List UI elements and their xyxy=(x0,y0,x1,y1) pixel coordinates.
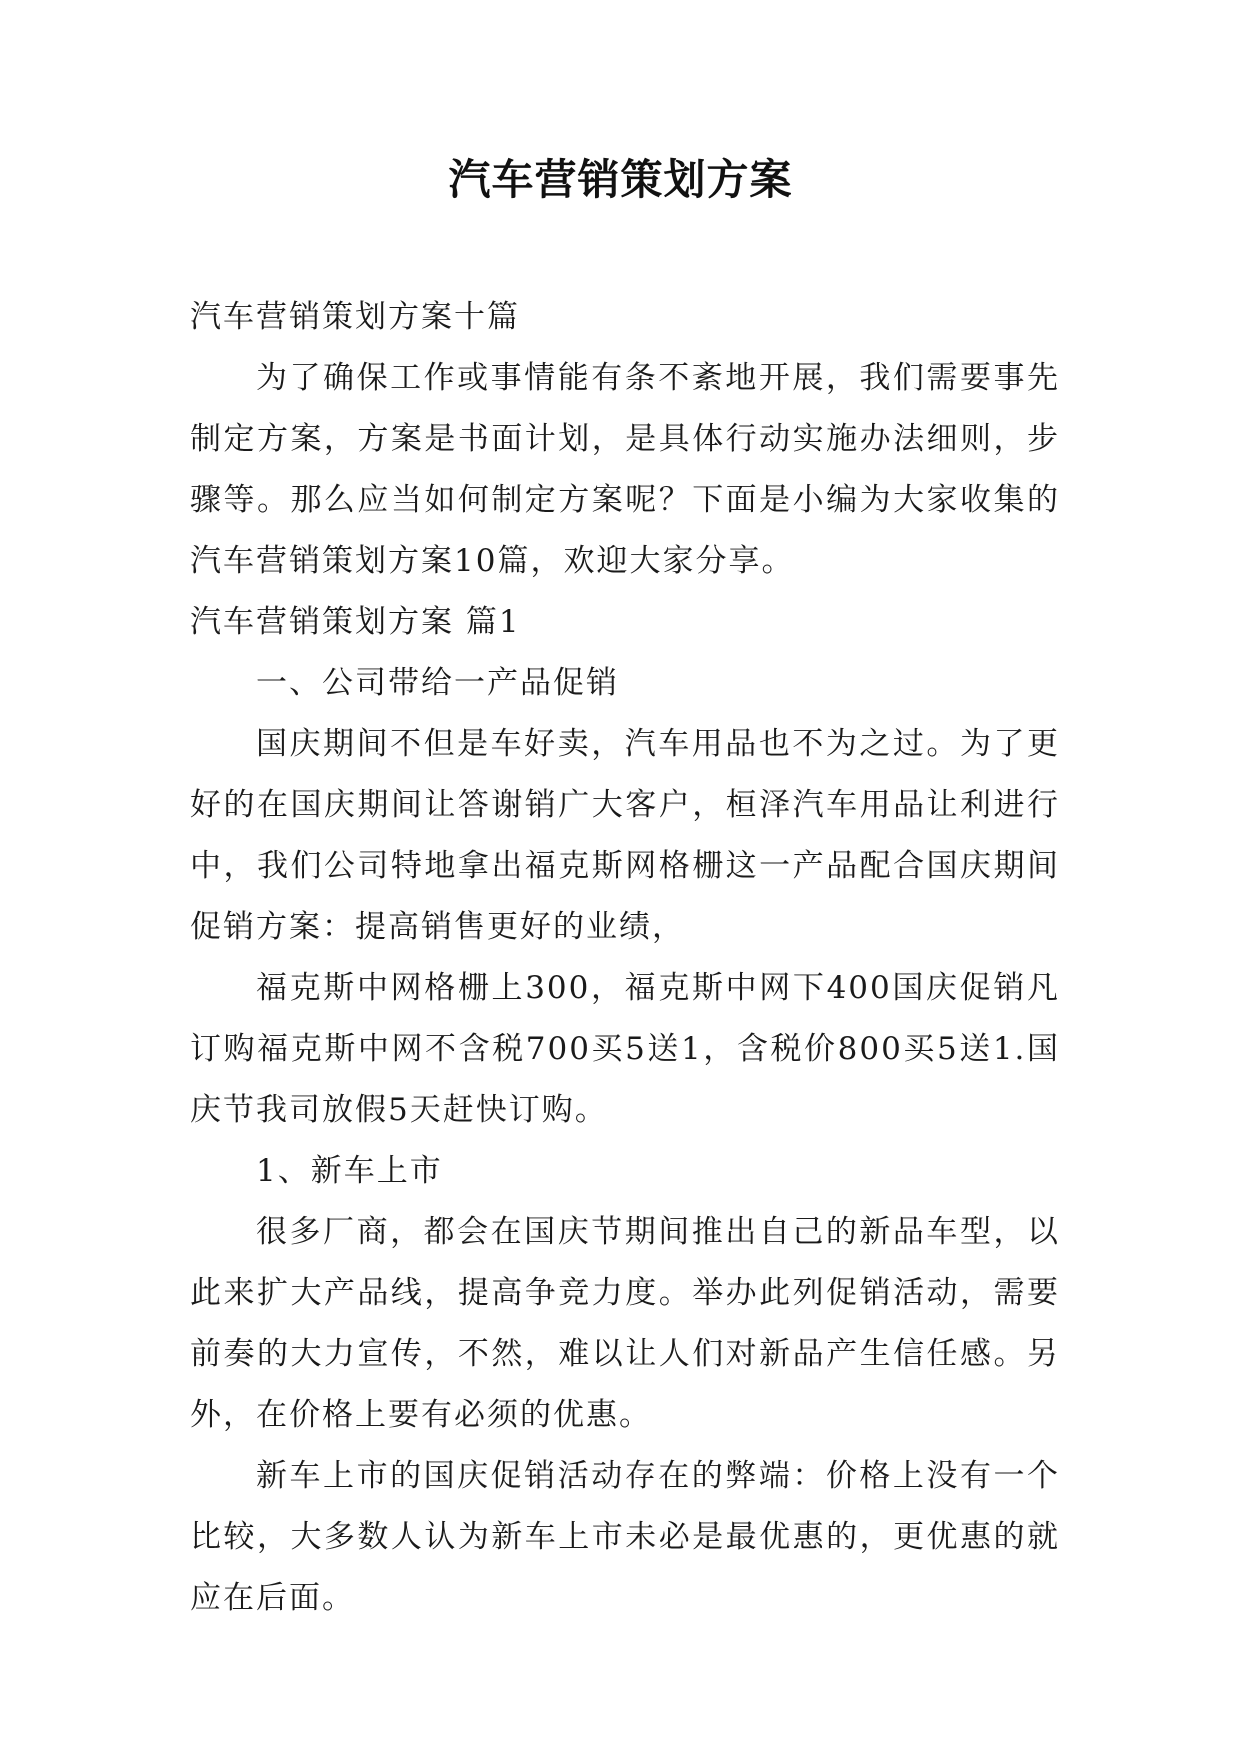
subsection-heading: 一、公司带给一产品促销 xyxy=(256,665,619,701)
body-paragraph: 很多厂商，都会在国庆节期间推出自己的新品车型，以此来扩大产品线，提高争竞力度。举办此列促销活动，需要前奏的大力宣传，不然，难以让人们对新品产生信任感。另外，在价格上要有必须的优惠。 xyxy=(190,1214,1060,1433)
subsection-heading: 1、新车上市 xyxy=(256,1153,443,1189)
body-paragraph: 国庆期间不但是车好卖，汽车用品也不为之过。为了更好的在国庆期间让答谢销广大客户，桓泽汽车用品让利进行中，我们公司特地拿出福克斯网格栅这一产品配合国庆期间促销方案：提高销售更好的业绩， xyxy=(190,726,1060,945)
subtitle-paragraph: 汽车营销策划方案十篇 xyxy=(190,299,520,335)
document-body xyxy=(190,287,1060,1629)
intro-paragraph: 为了确保工作或事情能有条不紊地开展，我们需要事先制定方案，方案是书面计划，是具体行动实施办法细则，步骤等。那么应当如何制定方案呢？下面是小编为大家收集的汽车营销策划方案10篇，欢迎大家分享。 xyxy=(190,360,1060,579)
body-paragraph: 新车上市的国庆促销活动存在的弊端：价格上没有一个比较，大多数人认为新车上市未必是最优惠的，更优惠的就应在后面。 xyxy=(190,1458,1060,1616)
body-paragraph: 福克斯中网格栅上300，福克斯中网下400国庆促销凡订购福克斯中网不含税700买5送1，含税价800买5送1.国庆节我司放假5天赶快订购。 xyxy=(190,970,1060,1128)
document-title: 汽车营销策划方案 xyxy=(448,155,793,204)
section-heading: 汽车营销策划方案 篇1 xyxy=(190,604,521,640)
